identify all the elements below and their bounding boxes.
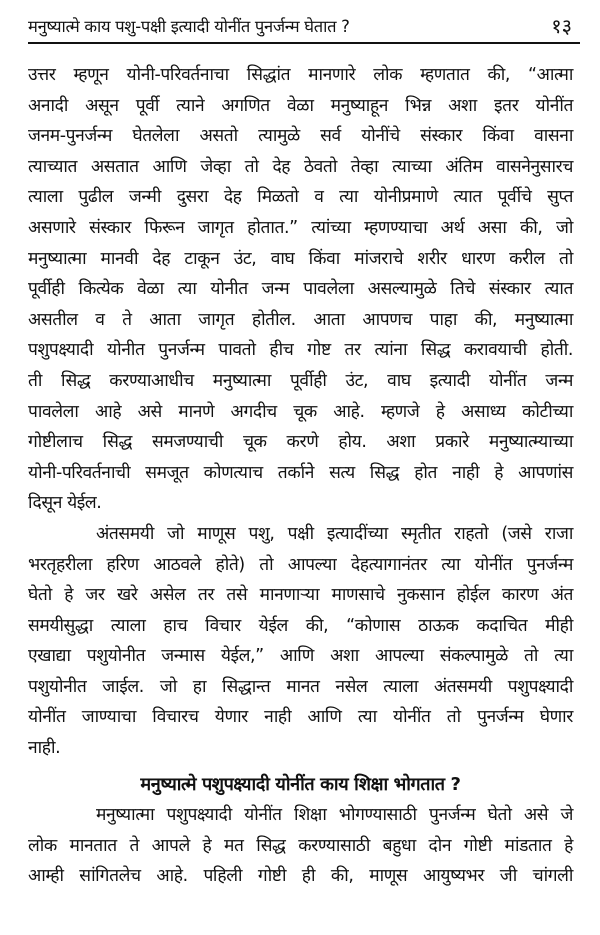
text-line: असतील व ते आता जागृत होतील. आता आपणच पाहा की, मनुष्यात्मा	[28, 309, 573, 330]
paragraph-1	[28, 60, 573, 519]
text-line: समयीसुद्धा त्याला हाच विचार येईल की, “कोणास ठाऊक कदाचित मीही	[28, 615, 573, 636]
running-title: मनुष्यात्मे काय पशु-पक्षी इत्यादी योनींत पुनर्जन्म घेतात ?	[28, 17, 350, 36]
text-line: योनींत जाण्याचा विचारच येणार नाही आणि त्या योनींत तो पुनर्जन्म घेणार	[28, 707, 573, 728]
page-body	[28, 60, 573, 892]
text-line: दिसून येईल.	[28, 493, 102, 514]
page-header	[28, 12, 580, 44]
text-line: घेतो हे जर खरे असेल तर तसे मानणाऱ्या माणसाचे नुकसान होईल कारण अंत	[28, 585, 573, 606]
paragraph-2	[28, 519, 573, 764]
text-line: योनी-परिवर्तनाची समजूत कोणत्याच तर्कानेे सत्य सिद्ध होत नाही हे आपणांस	[28, 462, 573, 483]
text-line: अंतसमयी जो माणूस पशु, पक्षी इत्यादींच्या स्मृतीत राहतो (जसे राजा	[96, 523, 573, 544]
text-line: पशुपक्ष्यादी योनीत पुनर्जन्म पावतो हीच गोष्ट तर त्यांना सिद्ध करावयाची होती.	[28, 340, 573, 361]
text-line: अनादी असून पूर्वी त्याने अगणित वेळा मनुष्याहून भिन्न अशा इतर योनींत	[28, 95, 573, 116]
page-number: १३	[551, 14, 572, 38]
section-heading: मनुष्यात्मे पशुपक्ष्यादी योनींत काय शिक्षा भोगतात ?	[140, 773, 461, 795]
text-line: पशुयोनीत जाईल. जो हा सिद्धान्त मानत नसेल त्याला अंतसमयी पशुपक्ष्यादी	[28, 676, 573, 697]
text-line: असणारे संस्कार फिरून जागृत होतात.” त्यांच्या म्हणण्याचा अर्थ असा की, जो	[28, 217, 573, 238]
text-line: लोक मानतात ते आपले हे मत सिद्ध करण्यासाठी बहुधा दोन गोष्टी मांडतात हे	[28, 835, 573, 856]
text-line: मनुष्यात्मा पशुपक्ष्यादी योनींत शिक्षा भोगण्यासाठी पुनर्जन्म घेतो असे जे	[96, 805, 573, 826]
text-line: गोष्टीलाच सिद्ध समजण्याची चूक करणे होय. अशा प्रकारे मनुष्यात्म्याच्या	[28, 432, 573, 453]
text-line: जनम-पुनर्जन्म घेतलेला असतो त्यामुळे सर्व योनींचे संस्कार किंवा वासना	[28, 126, 573, 147]
text-line: मनुष्यात्मा मानवी देह टाकून उंट, वाघ किंवा मांजराचे शरीर धारण करील तो	[28, 248, 573, 269]
text-line: उत्तर म्हणून योनी-परिवर्तनाचा सिद्धांत मानणारे लोक म्हणतात की, “आत्मा	[28, 65, 573, 85]
text-line: ती सिद्ध करण्याआधीच मनुष्यात्मा पूर्वीही उंट, वाघ इत्यादी योनींत जन्म	[28, 370, 573, 391]
text-line: त्याला पुढील जन्मी दुसरा देह मिळतो व त्या योनीप्रमाणे त्यात पूर्वीचे सुप्त	[28, 187, 573, 208]
text-line: भरतृहरीला हरिण आठवले होते) तो आपल्या देहत्यागानंतर त्या योनींत पुनर्जन्म	[28, 554, 573, 575]
paragraph-3	[28, 800, 573, 892]
text-line: एखाद्या पशुयोनीत जन्मास येईल,” आणि अशा आपल्या संकल्पामुळे तो त्या	[28, 646, 573, 667]
text-line: पूर्वीही कित्येक वेळा त्या योनीत जन्म पावलेला असल्यामुळे तिचे संस्कार त्यात	[28, 279, 573, 300]
text-line: आम्ही सांगितलेच आहे. पहिली गोष्टी ही की, माणूस आयुष्यभर जी चांगली	[28, 866, 573, 887]
text-line: त्याच्यात असतात आणि जेव्हा तो देह ठेवतो तेव्हा त्याच्या अंतिम वासनेनुसारच	[28, 156, 573, 177]
text-line: नाही.	[28, 738, 61, 759]
text-line: पावलेला आहे असे मानणे अगदीच चूक आहे. म्हणजे हे असाध्य कोटीच्या	[28, 401, 573, 422]
